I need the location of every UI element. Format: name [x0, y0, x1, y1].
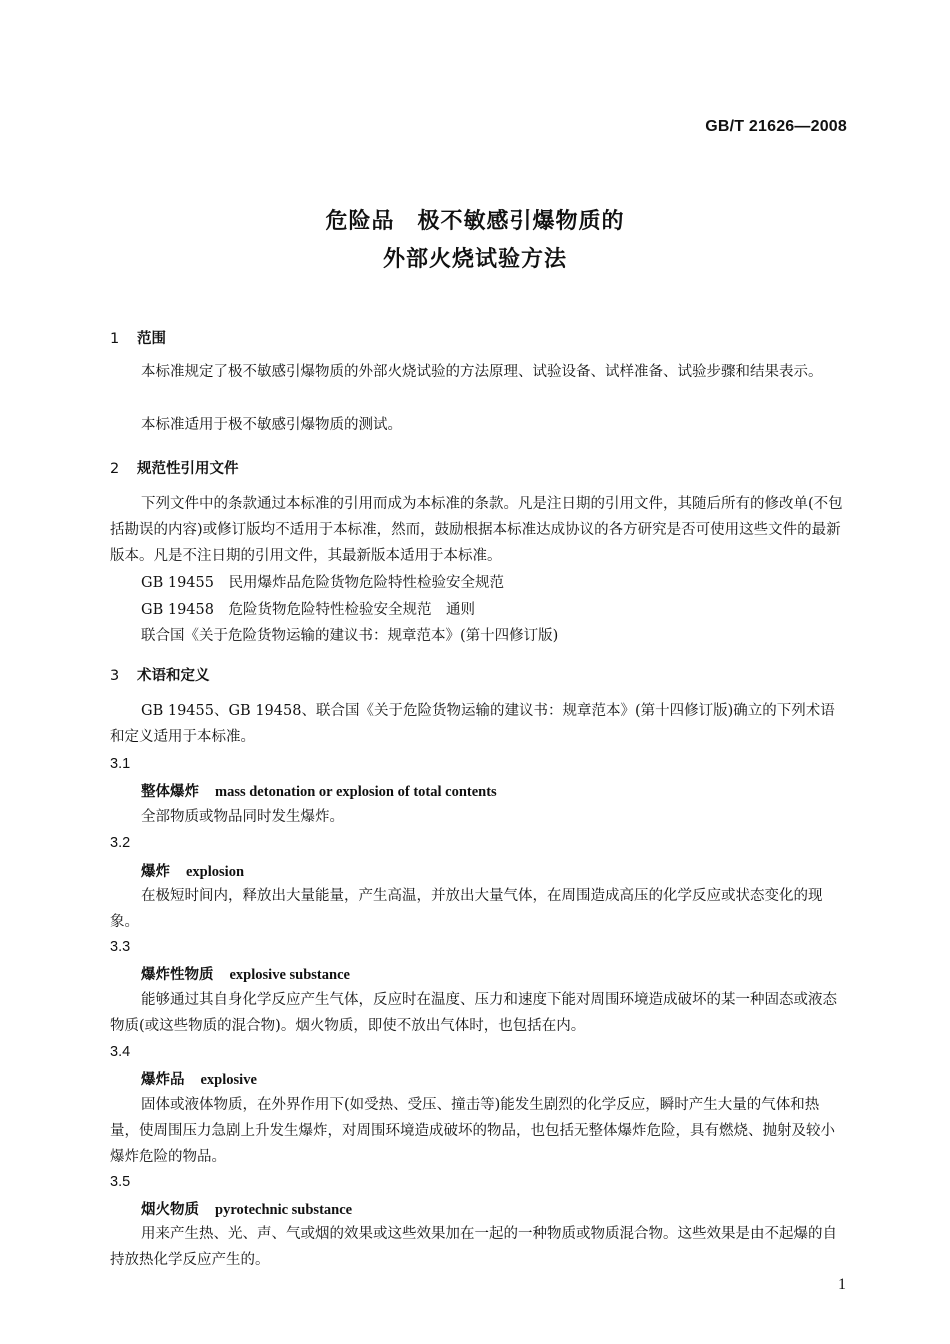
term-english: explosive: [200, 1072, 257, 1088]
term-number: 3.5: [110, 1174, 131, 1190]
reference-item: GB 19455 民用爆炸品危险货物危险特性检验安全规范: [141, 575, 504, 591]
scope-paragraph-2: 本标准适用于极不敏感引爆物质的测试。: [141, 417, 402, 433]
term-number: 3.1: [110, 756, 131, 772]
term-definition: 能够通过其自身化学反应产生气体，反应时在温度、压力和速度下能对周围环境造成破坏的某一种固态或液态物质(或这些物质的混合物)。烟火物质，即使不放出气体时，也包括在内。: [110, 992, 837, 1034]
page-number: 1: [838, 1276, 846, 1293]
term-english: explosion: [186, 864, 245, 880]
document-title-line-2: 外部火烧试验方法: [382, 247, 567, 272]
term-chinese: 烟火物质: [141, 1202, 199, 1218]
section-heading-scope: [110, 327, 166, 348]
standard-number: GB/T 21626—2008: [705, 118, 847, 135]
references-paragraph: 下列文件中的条款通过本标准的引用而成为本标准的条款。凡是注日期的引用文件，其随后所有的修改单(不包括勘误的内容)或修订版均不适用于本标准，然而，鼓励根据本标准达成协议的各方研究是否可使用这些文件的最新版本。凡是不注日期的引用文件，其最新版本适用于本标准。: [110, 496, 843, 564]
term-definition: 在极短时间内，释放出大量能量，产生高温，并放出大量气体，在周围造成高压的化学反应或状态变化的现象。: [110, 888, 823, 930]
term-english: mass detonation or explosion of total contents: [215, 784, 497, 800]
scope-paragraph-1: 本标准规定了极不敏感引爆物质的外部火烧试验的方法原理、试验设备、试样准备、试验步骤和结果表示。: [141, 364, 823, 380]
term-name: [141, 860, 244, 881]
terms-intro-paragraph: GB 19455、GB 19458、联合国《关于危险货物运输的建议书：规章范本》(第十四修订版)确立的下列术语和定义适用于本标准。: [110, 703, 835, 745]
term-english: explosive substance: [229, 967, 350, 983]
term-definition: 全部物质或物品同时发生爆炸。: [141, 809, 344, 825]
term-name: [141, 780, 497, 801]
term-definition: 固体或液体物质，在外界作用下(如受热、受压、撞击等)能发生剧烈的化学反应，瞬时产生大量的气体和热量，使周围压力急剧上升发生爆炸，对周围环境造成破坏的物品，也包括无整体爆炸危险，具有燃烧、抛射及较小爆炸危险的物品。: [110, 1097, 835, 1165]
term-name: [141, 963, 350, 984]
term-chinese: 爆炸品: [141, 1072, 185, 1088]
section-title: 范围: [137, 331, 166, 347]
term-number: 3.4: [110, 1044, 131, 1060]
term-definition: 用来产生热、光、声、气或烟的效果或这些效果加在一起的一种物质或物质混合物。这些效果是由不起爆的自持放热化学反应产生的。: [110, 1226, 837, 1268]
reference-item: 联合国《关于危险货物运输的建议书：规章范本》(第十四修订版): [141, 628, 559, 644]
term-number: 3.3: [110, 939, 131, 955]
term-chinese: 整体爆炸: [141, 784, 199, 800]
section-title: 术语和定义: [137, 668, 210, 684]
section-number: 2: [110, 461, 120, 477]
term-chinese: 爆炸性物质: [141, 967, 214, 983]
section-number: 3: [110, 668, 120, 684]
reference-item: GB 19458 危险货物危险特性检验安全规范 通则: [141, 602, 475, 618]
term-name: [141, 1068, 257, 1089]
section-number: 1: [110, 331, 120, 347]
term-name: [141, 1198, 352, 1219]
document-title-line-1: 危险品 极不敏感引爆物质的: [325, 209, 625, 234]
section-title: 规范性引用文件: [137, 461, 239, 477]
section-heading-terms: [110, 664, 210, 685]
term-english: pyrotechnic substance: [215, 1202, 353, 1218]
term-chinese: 爆炸: [141, 864, 170, 880]
section-heading-normative-references: [110, 457, 239, 478]
term-number: 3.2: [110, 835, 131, 851]
